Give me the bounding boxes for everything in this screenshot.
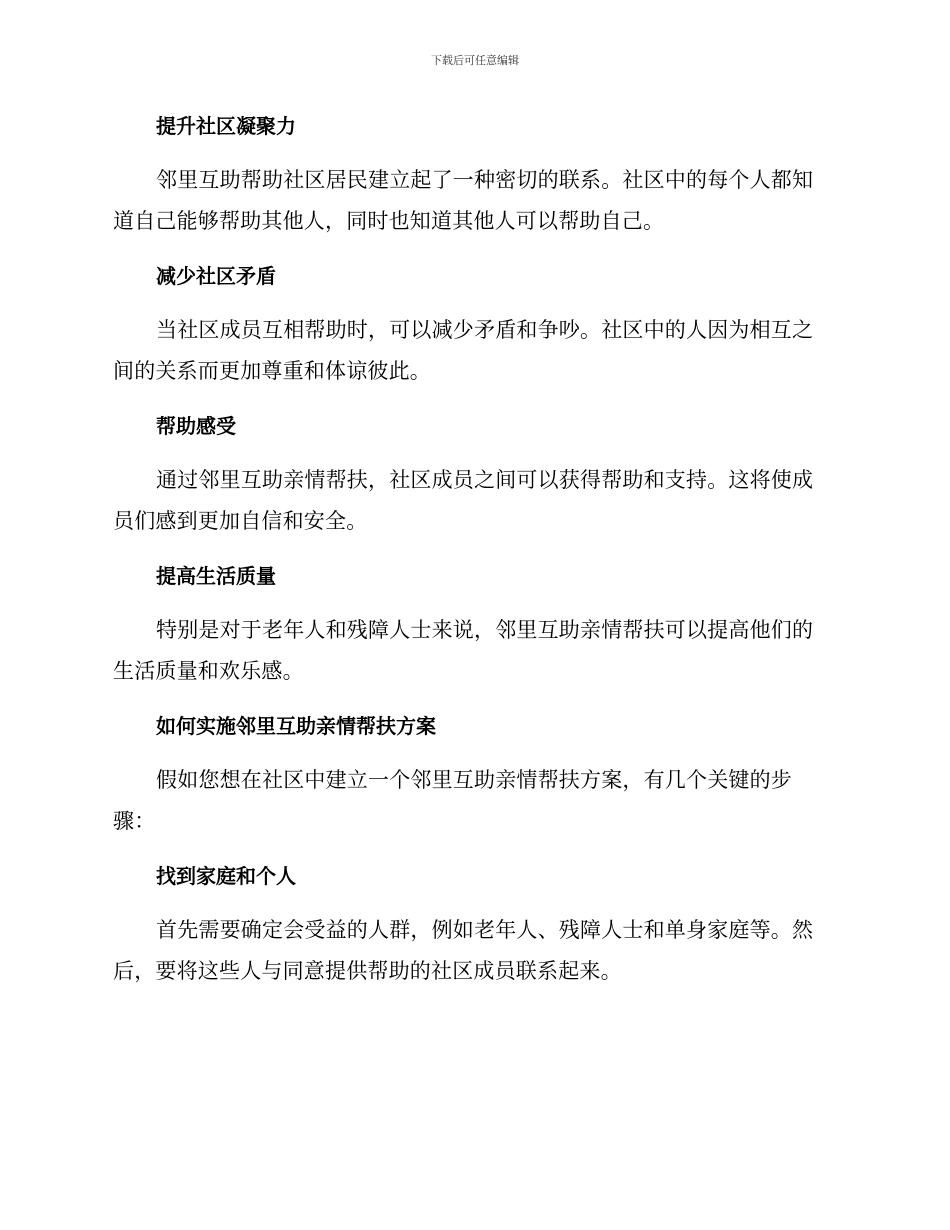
section-help-feelings xyxy=(113,410,831,560)
section-heading: 帮助感受 xyxy=(156,414,236,438)
section-paragraph: 通过邻里互助亲情帮扶，社区成员之间可以获得帮助和支持。这将使成员们感到更加自信和安全。 xyxy=(113,468,814,533)
section-paragraph: 当社区成员互相帮助时，可以减少矛盾和争吵。社区中的人因为相互之间的关系而更加尊重和体谅彼此。 xyxy=(113,318,814,383)
section-how-to-implement xyxy=(113,710,831,860)
section-heading: 提高生活质量 xyxy=(156,564,276,588)
section-heading: 如何实施邻里互助亲情帮扶方案 xyxy=(156,714,436,738)
section-heading: 提升社区凝聚力 xyxy=(156,114,296,138)
section-heading: 找到家庭和个人 xyxy=(156,864,296,888)
page-header: 下载后可任意编辑 xyxy=(431,54,519,67)
section-find-families xyxy=(113,860,831,992)
section-community-cohesion xyxy=(113,110,831,260)
document-body xyxy=(113,110,831,992)
section-heading: 减少社区矛盾 xyxy=(156,264,276,288)
section-paragraph: 首先需要确定会受益的人群，例如老年人、残障人士和单身家庭等。然后，要将这些人与同意提供帮助的社区成员联系起来。 xyxy=(113,918,814,983)
section-quality-of-life xyxy=(113,560,831,710)
section-paragraph: 特别是对于老年人和残障人士来说，邻里互助亲情帮扶可以提高他们的生活质量和欢乐感。 xyxy=(113,618,814,683)
section-reduce-conflict xyxy=(113,260,831,410)
section-paragraph: 邻里互助帮助社区居民建立起了一种密切的联系。社区中的每个人都知道自己能够帮助其他人，同时也知道其他人可以帮助自己。 xyxy=(113,168,814,233)
section-paragraph: 假如您想在社区中建立一个邻里互助亲情帮扶方案，有几个关键的步骤： xyxy=(113,768,792,833)
